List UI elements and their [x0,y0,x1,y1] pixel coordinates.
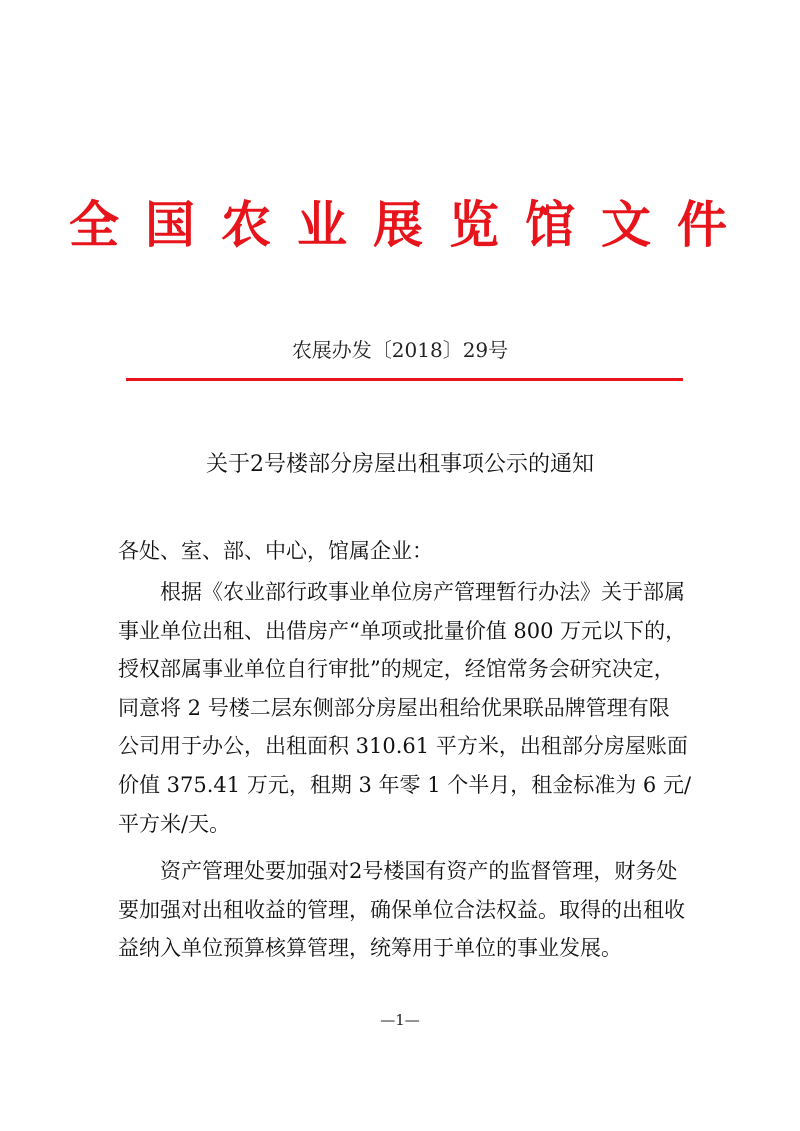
paragraph-line: 事业单位出租、出借房产“单项或批量价值 800 万元以下的， [118,618,687,643]
paragraph-line: 益纳入单位预算核算管理，统筹用于单位的事业发展。 [118,936,622,961]
document-header-title: 全国农业展览馆文件 [69,196,753,254]
page-number: —1— [380,1011,420,1029]
paragraph-line: 价值 375.41 万元，租期 3 年零 1 个半月，租金标准为 6 元/ [118,772,692,797]
notice-title: 关于2号楼部分房屋出租事项公示的通知 [206,452,594,477]
paragraph-line: 授权部属事业单位自行审批”的规定，经馆常务会研究决定， [118,657,675,682]
paragraph-line: 根据《农业部行政事业单位房产管理暂行办法》关于部属 [160,580,685,604]
header-divider [126,378,683,381]
paragraph-line: 同意将 2 号楼二层东侧部分房屋出租给优果联品牌管理有限 [118,695,670,720]
document-number: 农展办发〔2018〕29号 [291,338,509,362]
paragraph-line: 公司用于办公，出租面积 310.61 平方米，出租部分房屋账面 [118,734,688,759]
body-paragraph-1 [118,573,692,843]
paragraph-line: 要加强对出租收益的管理，确保单位合法权益。取得的出租收 [118,897,685,922]
salutation: 各处、室、部、中心，馆属企业： [118,539,433,563]
paragraph-line: 平方米/天。 [118,811,231,836]
body-paragraph-2 [118,852,686,968]
paragraph-line: 资产管理处要加强对2号楼国有资产的监督管理，财务处 [160,859,678,883]
